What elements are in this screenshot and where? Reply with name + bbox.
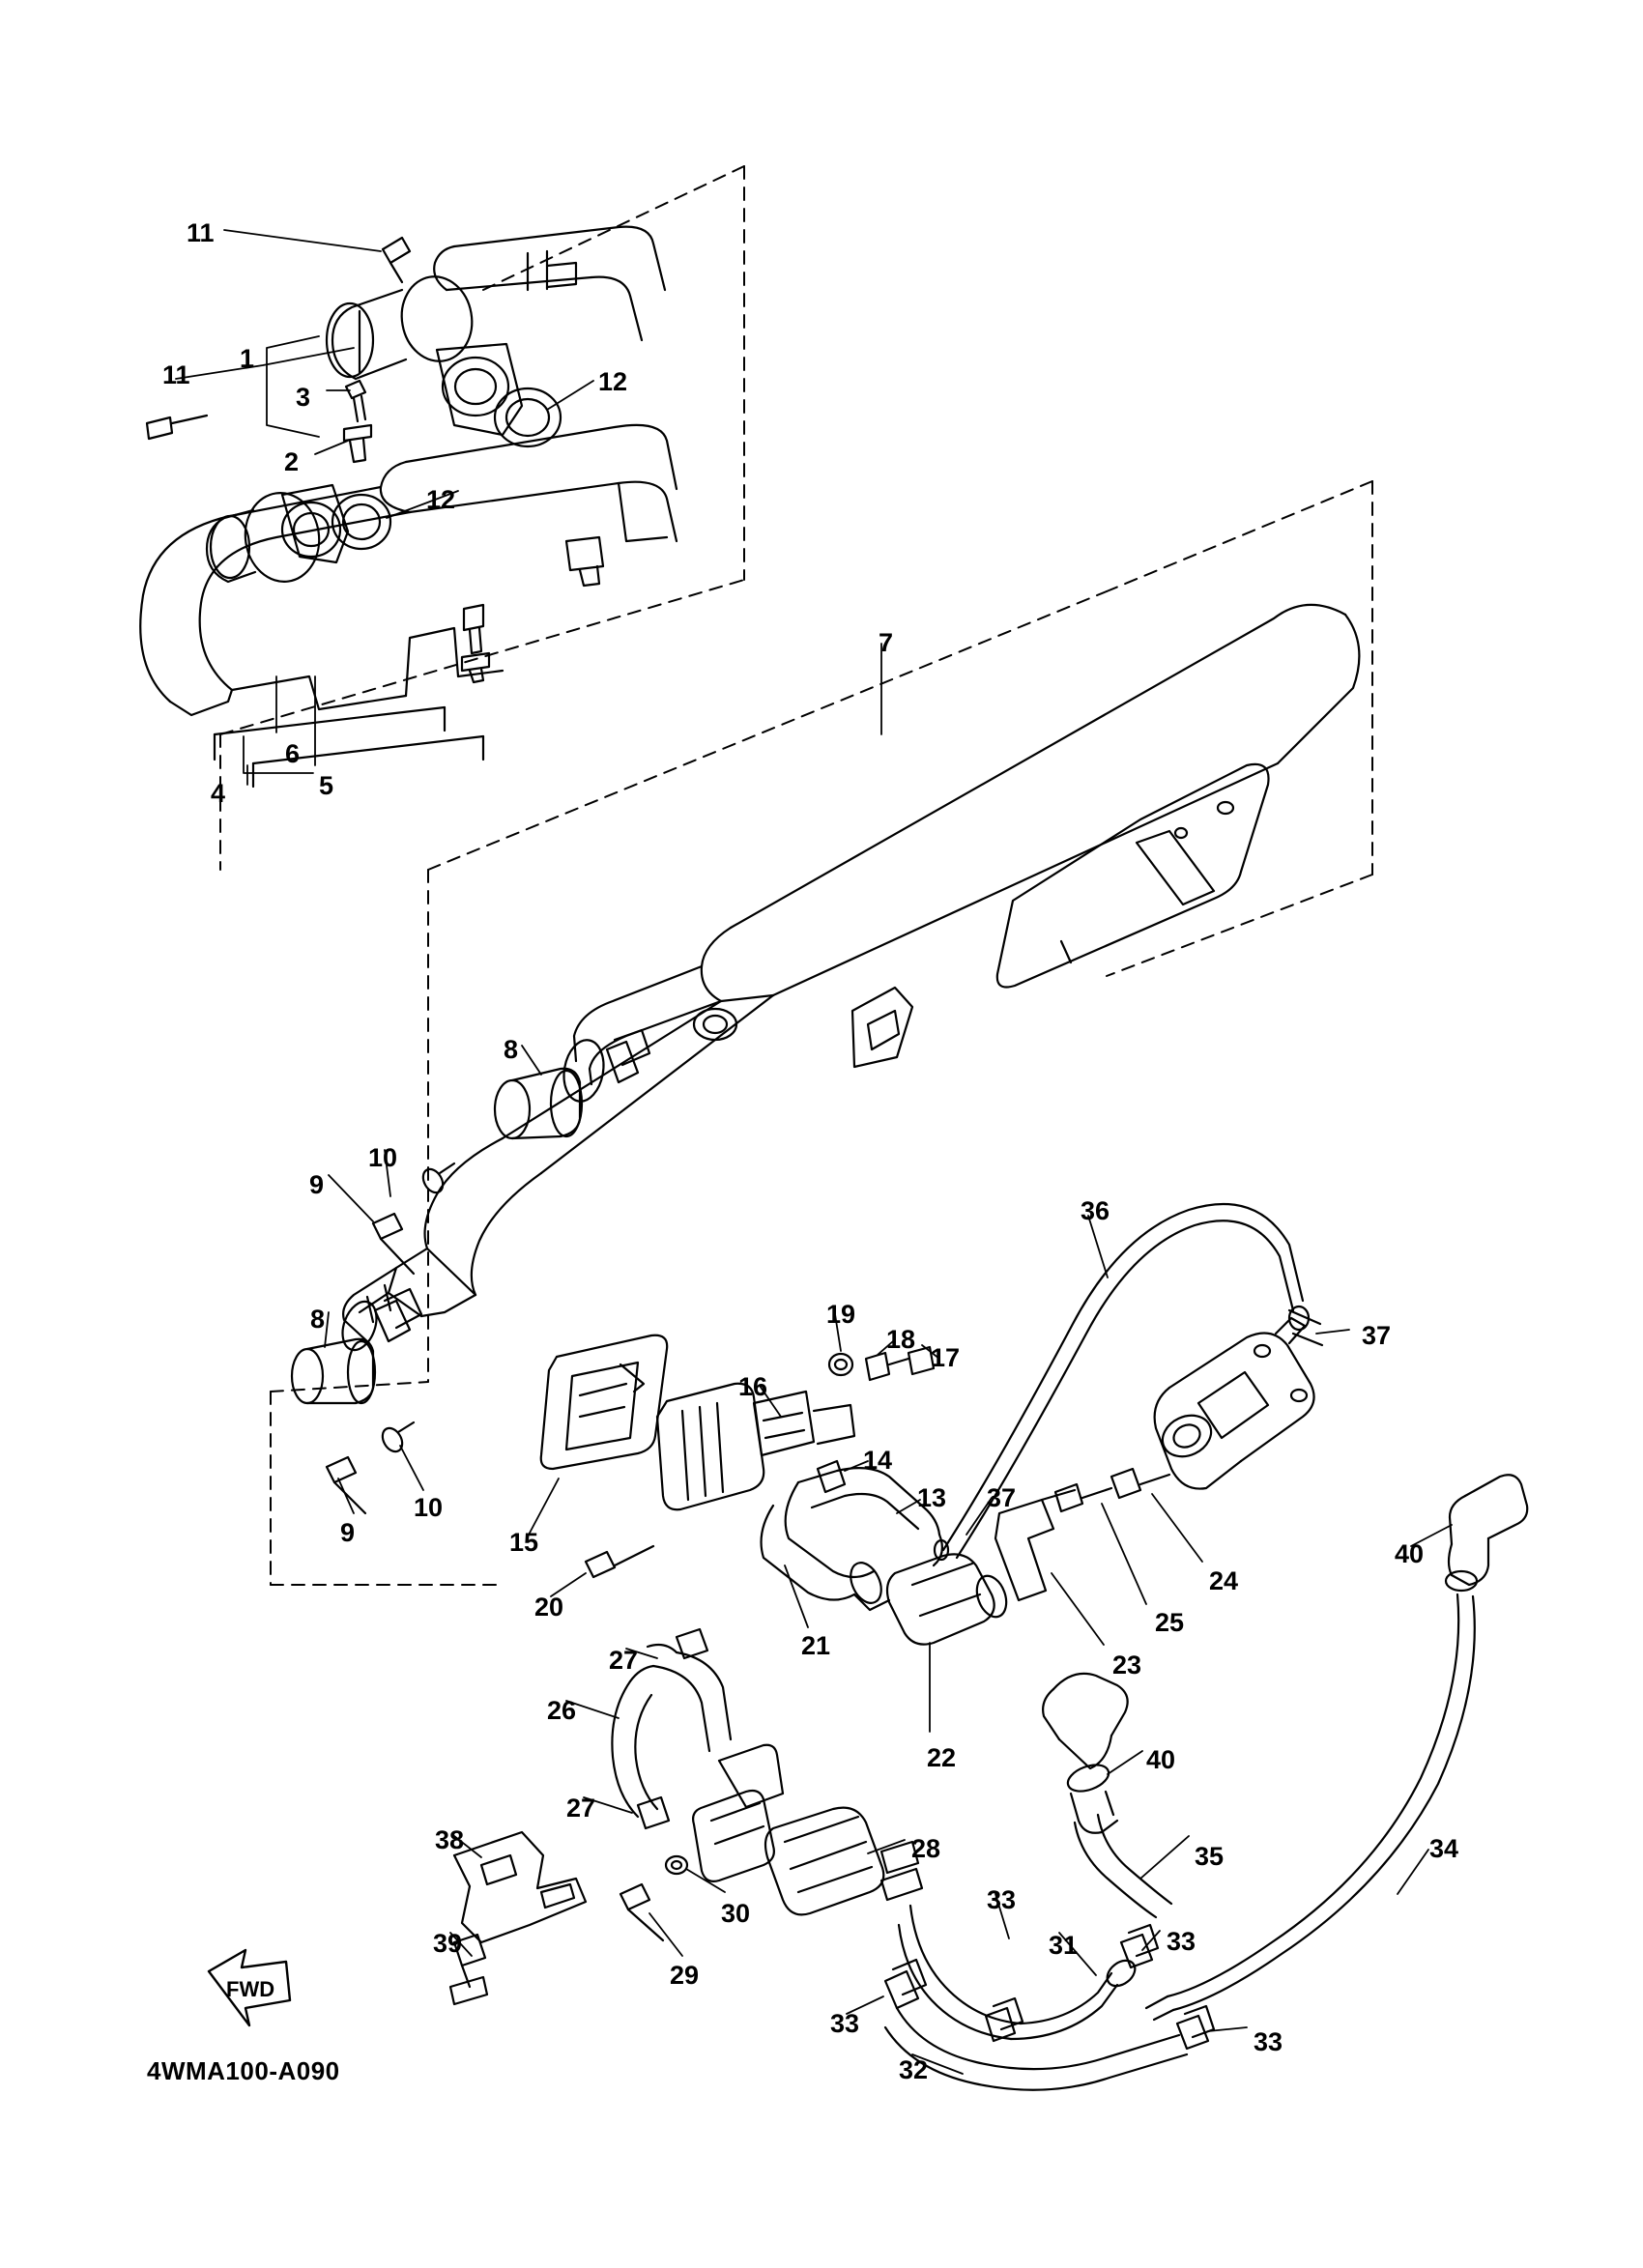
callout-9-upper: 9 [309,1170,325,1199]
callout-32: 32 [899,2055,929,2084]
callout-33-b: 33 [1167,1927,1196,1956]
callout-29: 29 [670,1961,700,1990]
callout-15: 15 [509,1528,539,1557]
callout-4: 4 [211,779,226,808]
callout-34: 34 [1429,1834,1459,1863]
callout-7: 7 [879,628,894,657]
callout-16: 16 [738,1372,768,1401]
callout-18: 18 [886,1325,916,1354]
callout-6: 6 [285,739,301,768]
callout-17: 17 [931,1343,961,1372]
callout-27-lower: 27 [566,1794,596,1823]
callout-9-lower: 9 [340,1518,356,1547]
callout-40-upper: 40 [1395,1539,1425,1568]
callout-35: 35 [1195,1842,1225,1871]
callout-13: 13 [917,1483,947,1512]
callout-33-c: 33 [830,2009,860,2038]
callout-36: 36 [1081,1196,1110,1225]
callout-20: 20 [534,1593,564,1622]
callout-24: 24 [1209,1566,1239,1595]
callout-12-upper: 12 [598,367,628,396]
callout-10-lower: 10 [414,1493,444,1522]
callout-2: 2 [284,447,300,476]
callout-11-top: 11 [187,218,215,247]
callout-26: 26 [547,1696,577,1725]
callout-14: 14 [863,1446,893,1475]
callout-8-upper: 8 [504,1035,519,1064]
callout-19: 19 [826,1300,856,1329]
callout-28: 28 [911,1834,941,1863]
callout-1: 1 [240,344,255,373]
callout-39: 39 [433,1929,463,1958]
callout-27-upper: 27 [609,1646,639,1675]
callout-31: 31 [1049,1931,1079,1960]
callout-33-a: 33 [987,1885,1017,1914]
callout-40-lower: 40 [1146,1745,1176,1774]
callout-37-center: 37 [987,1483,1017,1512]
callout-33-d: 33 [1254,2027,1283,2056]
callout-25: 25 [1155,1608,1185,1637]
fwd-arrow-label: FWD [226,1977,275,2001]
callout-21: 21 [801,1631,831,1660]
callout-30: 30 [721,1899,751,1928]
callout-38: 38 [435,1825,465,1854]
callout-12-lower: 12 [426,485,456,514]
callout-3: 3 [296,383,311,412]
callout-8-lower: 8 [310,1305,326,1334]
callout-10-upper: 10 [368,1143,398,1172]
callout-37-right: 37 [1362,1321,1392,1350]
diagram-code: 4WMA100-A090 [147,2056,340,2085]
callout-23: 23 [1112,1651,1142,1679]
callout-11-left: 11 [162,360,190,389]
callout-5: 5 [319,771,334,800]
callout-22: 22 [927,1743,957,1772]
